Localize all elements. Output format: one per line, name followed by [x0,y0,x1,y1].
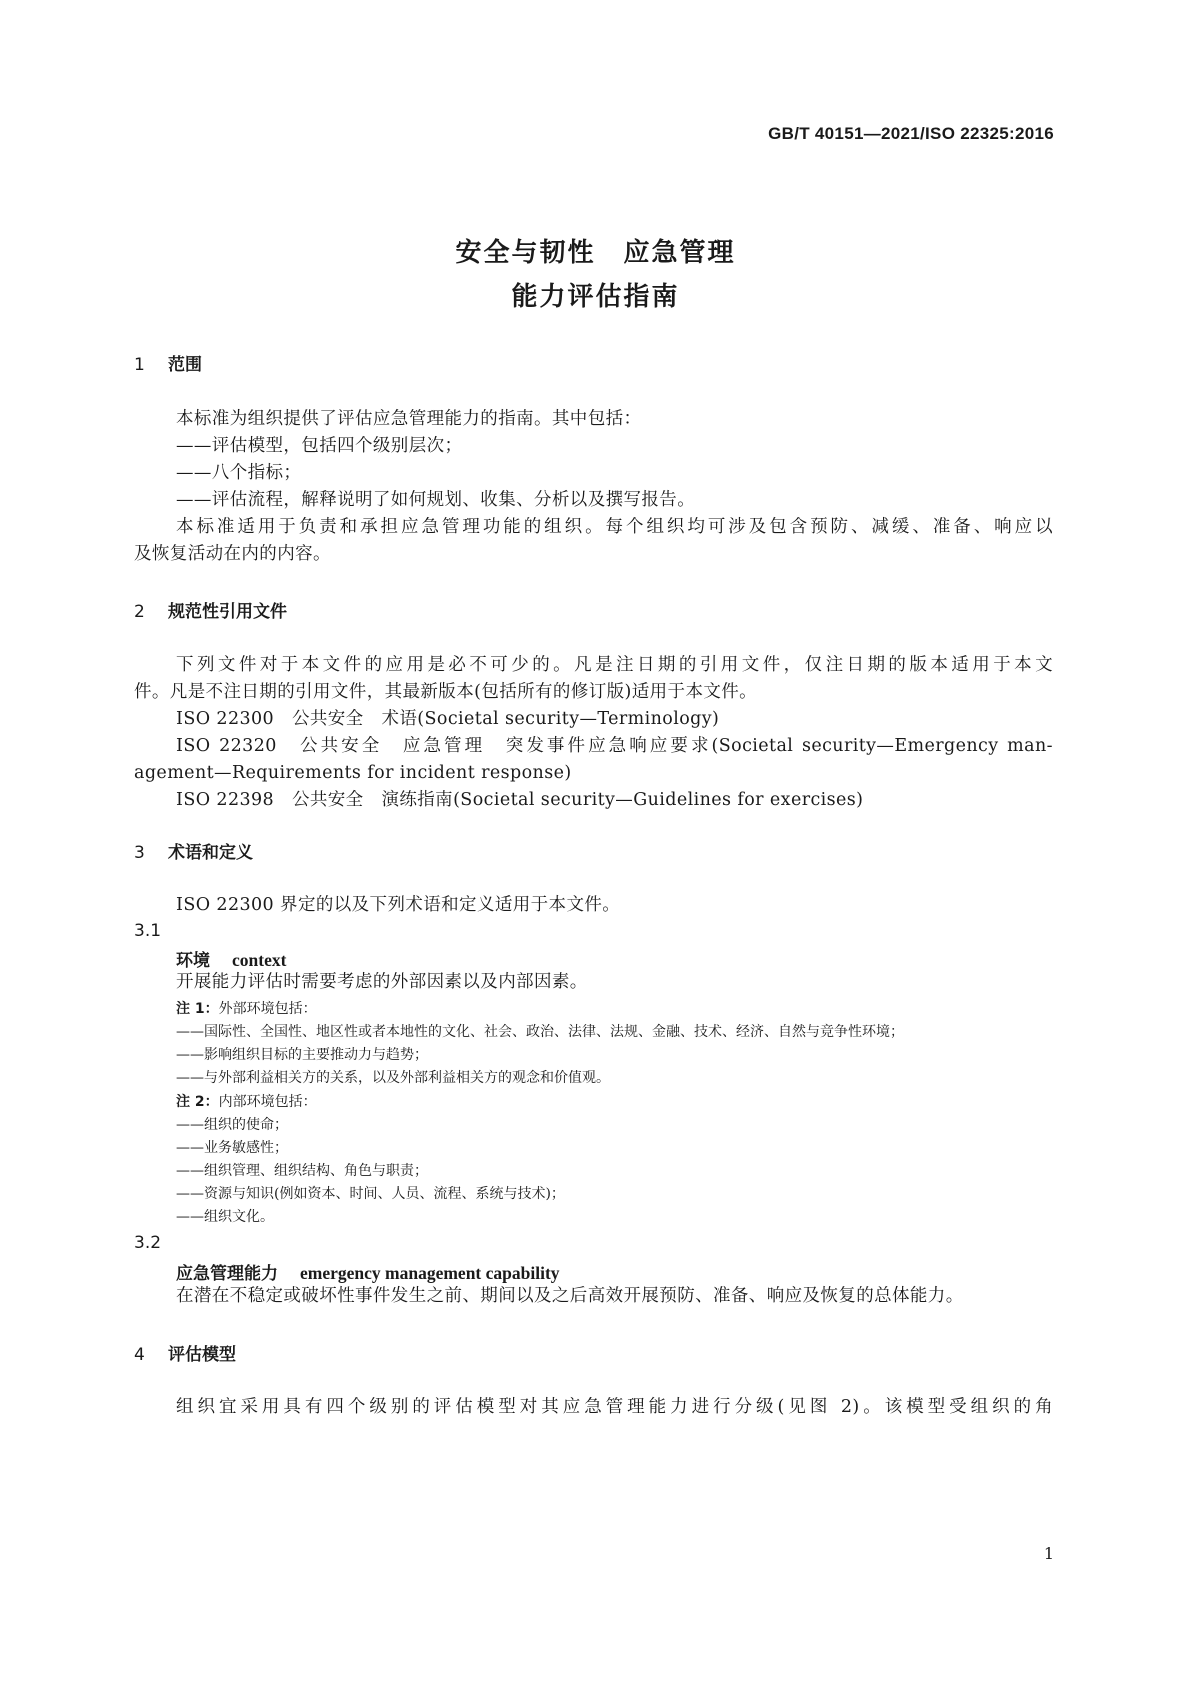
normative-reference: ISO 22320 公共安全 应急管理 突发事件应急响应要求(Societal security—Emergency man- [176,736,1053,756]
standard-number: GB/T 40151—2021/ISO 22325:2016 [768,124,1054,143]
section-number: 3 [134,843,145,863]
note-list-item: ——业务敏感性； [176,1140,288,1156]
paragraph-line: 本标准适用于负责和承担应急管理功能的组织。每个组织均可涉及包含预防、减缓、准备、响应以 [176,517,1053,537]
note-list-item: ——国际性、全国性、地区性或者本地性的文化、社会、政治、法律、法规、金融、技术、经济、自然与竞争性环境； [176,1024,904,1040]
document-title-line-2: 能力评估指南 [511,282,680,312]
normative-reference: ISO 22300 公共安全 术语(Societal security—Terminology) [176,709,720,729]
note-list-item: ——组织文化。 [176,1209,274,1225]
section-number: 2 [134,602,145,622]
term-entry [176,946,286,971]
note-2 [176,1091,317,1113]
note-text: 外部环境包括： [218,1001,317,1017]
paragraph-line: 及恢复活动在内的内容。 [134,544,331,564]
document-title-line-1: 安全与韧性 应急管理 [455,238,736,268]
note-list-item: ——组织管理、组织结构、角色与职责； [176,1163,428,1179]
paragraph-line: ISO 22300 界定的以及下列术语和定义适用于本文件。 [176,895,621,915]
section-title: 范围 [168,355,202,375]
section-2-heading [134,597,287,622]
page-number: 1 [1043,1544,1054,1563]
note-list-item: ——影响组织目标的主要推动力与趋势； [176,1047,428,1063]
paragraph-line: 件。凡是不注日期的引用文件，其最新版本(包括所有的修订版)适用于本文件。 [134,682,758,702]
term-chinese: 应急管理能力 [176,1264,278,1284]
note-list-item: ——与外部利益相关方的关系，以及外部利益相关方的观念和价值观。 [176,1070,610,1086]
note-label: 注 1： [176,1001,219,1017]
list-item: ——评估流程，解释说明了如何规划、收集、分析以及撰写报告。 [176,490,696,510]
list-item: ——八个指标； [176,463,302,483]
term-definition: 开展能力评估时需要考虑的外部因素以及内部因素。 [176,972,588,992]
section-title: 术语和定义 [168,843,253,863]
term-entry [176,1259,560,1284]
normative-reference-continued: agement—Requirements for incident response) [134,763,572,783]
paragraph-line: 下列文件对于本文件的应用是必不可少的。凡是注日期的引用文件，仅注日期的版本适用于本文 [176,655,1053,675]
section-4-heading [134,1340,236,1365]
term-english: emergency management capability [300,1263,560,1283]
note-label: 注 2： [176,1094,219,1110]
clause-number: 3.1 [134,921,162,941]
section-number: 4 [134,1345,145,1365]
note-list-item: ——资源与知识(例如资本、时间、人员、流程、系统与技术)； [176,1186,565,1202]
section-title: 评估模型 [168,1345,236,1365]
section-1-heading [134,350,202,375]
note-list-item: ——组织的使命； [176,1117,288,1133]
paragraph-line: 组织宜采用具有四个级别的评估模型对其应急管理能力进行分级(见图 2)。该模型受组织的角 [176,1397,1053,1417]
note-1 [176,998,317,1020]
list-item: ——评估模型，包括四个级别层次； [176,436,463,456]
note-text: 内部环境包括： [218,1094,317,1110]
section-number: 1 [134,355,145,375]
term-chinese: 环境 [176,951,210,971]
term-english: context [232,950,287,970]
clause-number: 3.2 [134,1233,162,1253]
term-definition: 在潜在不稳定或破坏性事件发生之前、期间以及之后高效开展预防、准备、响应及恢复的总体能力。 [176,1286,964,1306]
section-title: 规范性引用文件 [168,602,287,622]
paragraph-line: 本标准为组织提供了评估应急管理能力的指南。其中包括： [176,409,642,429]
normative-reference: ISO 22398 公共安全 演练指南(Societal security—Guidelines for exercises) [176,790,864,810]
section-3-heading [134,838,253,863]
